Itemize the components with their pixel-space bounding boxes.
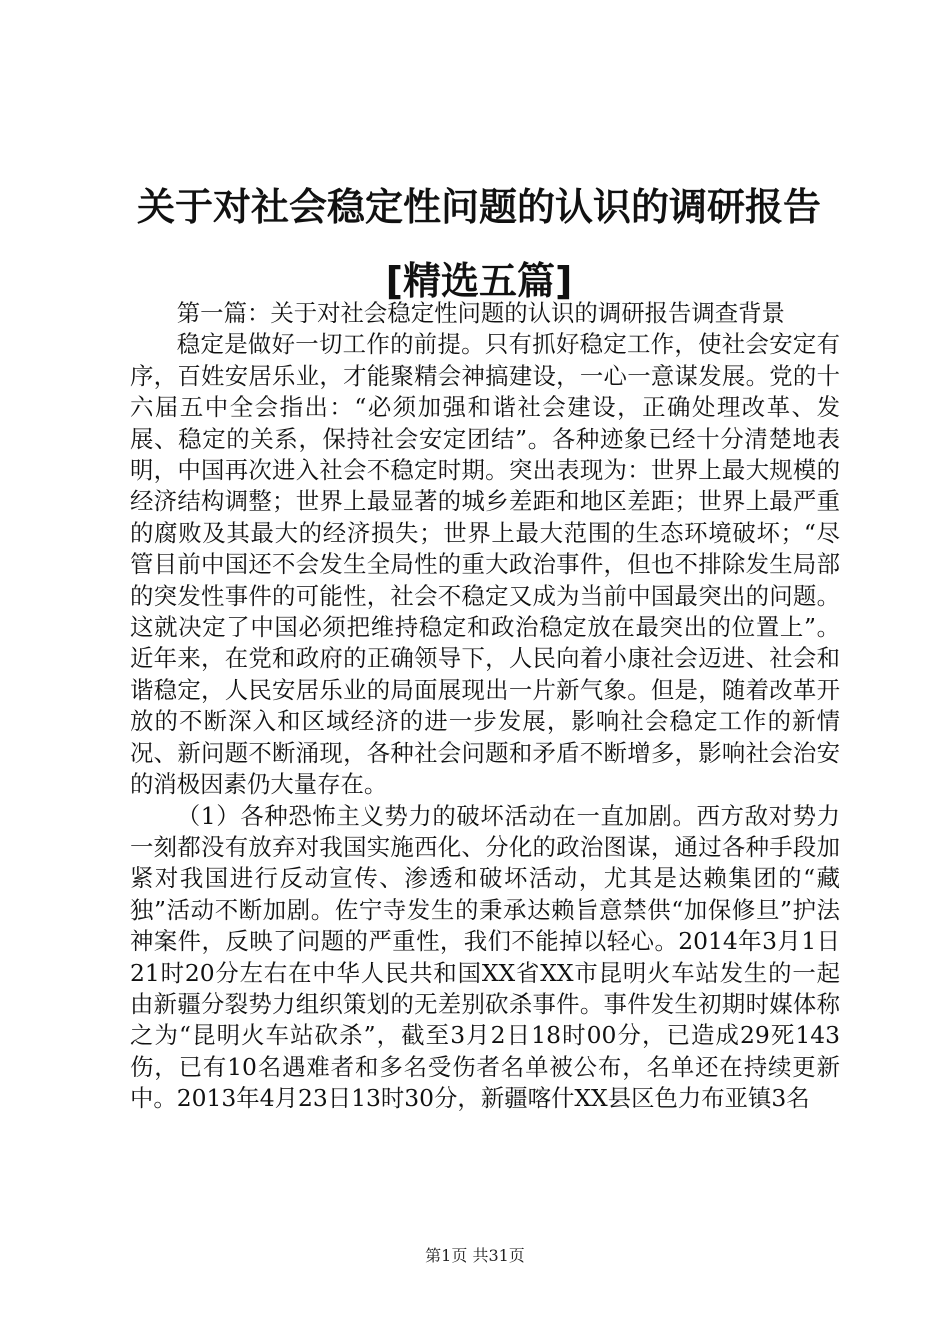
paragraph-chapter-heading: 第一篇：关于对社会稳定性问题的认识的调研报告调查背景 xyxy=(176,299,785,327)
paragraph-background: 稳定是做好一切工作的前提。只有抓好稳定工作，使社会安定有序，百姓安居乐业，才能聚精会神搞建设，一心一意谋发展。党的十六届五中全会指出：“必须加强和谐社会建设，正确处理改革、发展、稳定的关系，保持社会安定团结”。各种迹象已经十分清楚地表明，中国再次进入社会不稳定时期。突出表现为：世界上最大规模的经济结构调整；世界上最显著的城乡差距和地区差距；世界上最严重的腐败及其最大的经济损失；世界上最大范围的生态环境破坏；“尽管目前中国还不会发生全局性的重大政治事件，但也不排除发生局部的突发性事件的可能性，社会不稳定又成为当前中国最突出的问题。这就决定了中国必须把维持稳定和政治稳定放在最突出的位置上”。近年来，在党和政府的正确领导下，人民向着小康社会迈进、社会和谐稳定，人民安居乐业的局面展现出一片新气象。但是，随着改革开放的不断深入和区域经济的进一步发展，影响社会稳定工作的新情况、新问题不断涌现，各种社会问题和矛盾不断增多，影响社会治安的消极因素仍大量存在。 xyxy=(130,330,840,799)
paragraph-terrorism: （1）各种恐怖主义势力的破坏活动在一直加剧。西方敌对势力一刻都没有放弃对我国实施西化、分化的政治图谋，通过各种手段加紧对我国进行反动宣传、渗透和破坏活动，尤其是达赖集团的“藏独”活动不断加剧。佐宁寺发生的秉承达赖旨意禁供“加保修旦”护法神案件，反映了问题的严重性，我们不能掉以轻心。2014年3月1日21时20分左右在中华人民共和国XX省XX市昆明火车站发生的一起由新疆分裂势力组织策划的无差别砍杀事件。事件发生初期时媒体称之为“昆明火车站砍杀”，截至3月2日18时00分，已造成29死143伤，已有10名遇难者和多名受伤者名单被公布，名单还在持续更新中。2013年4月23日13时30分，新疆喀什XX县区色力布亚镇3名 xyxy=(130,801,840,1113)
page-footer: 第1页 共31页 xyxy=(425,1246,525,1265)
document-title: 关于对社会稳定性问题的认识的调研报告[精选五篇] xyxy=(136,185,821,303)
document-body xyxy=(130,298,840,1115)
